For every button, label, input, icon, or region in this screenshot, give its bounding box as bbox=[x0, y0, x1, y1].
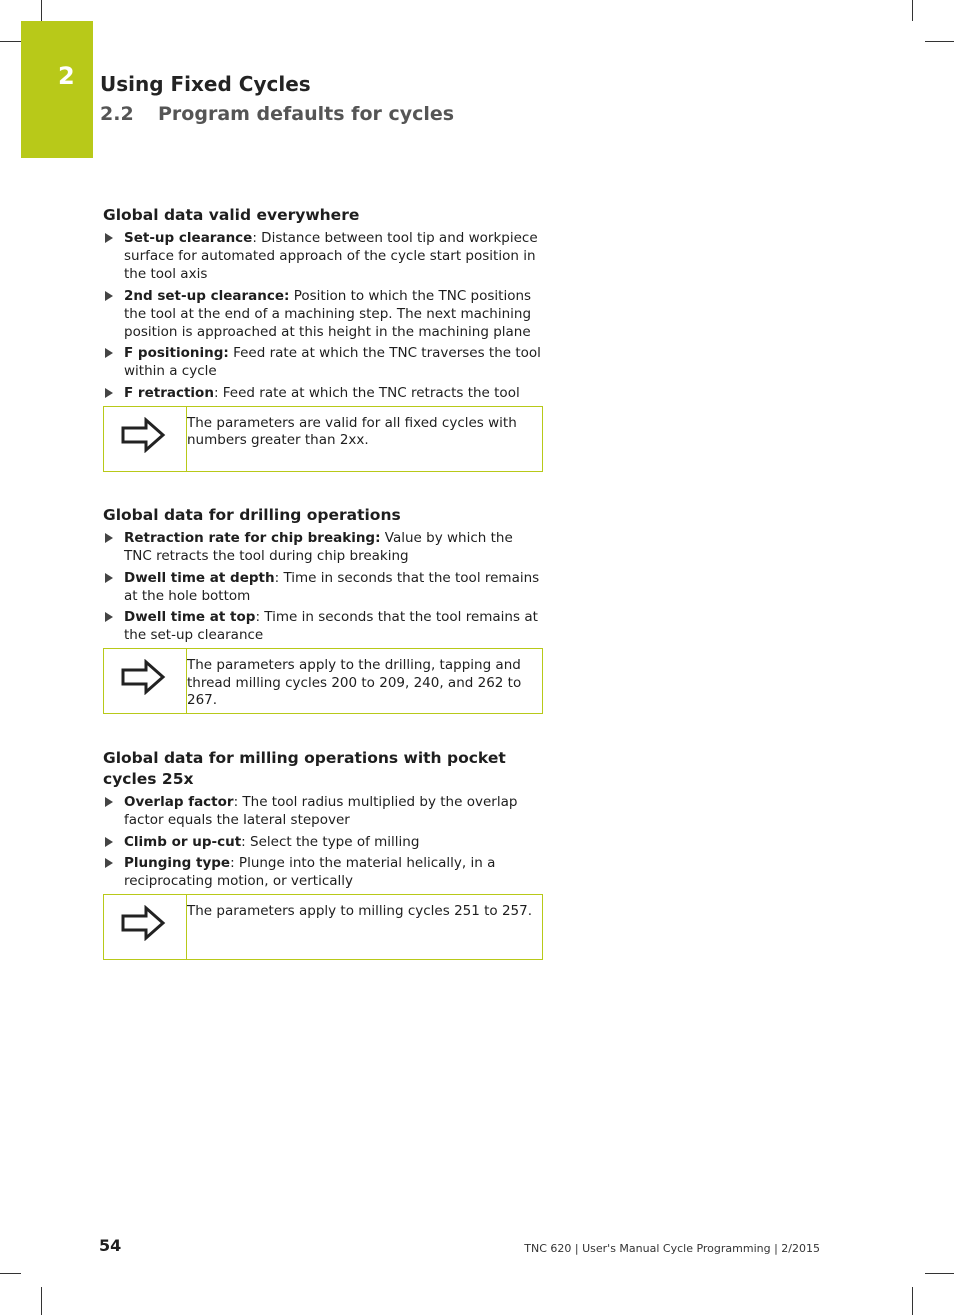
note-box bbox=[103, 894, 543, 960]
list-item bbox=[103, 384, 543, 402]
note-text: The parameters are valid for all fixed cycles with numbers greater than 2xx. bbox=[187, 414, 517, 448]
list-item bbox=[103, 793, 543, 829]
triangle-bullet-icon bbox=[105, 837, 113, 847]
note-text: The parameters apply to the drilling, tapping and thread milling cycles 200 to 209, 240, and 262 to 267. bbox=[187, 657, 522, 708]
term: Dwell time at depth bbox=[124, 569, 275, 586]
description: Position to which the TNC positions the tool at the end of a machining step. The next machining position is approached at this height in the machining plane bbox=[124, 287, 532, 340]
triangle-bullet-icon bbox=[105, 797, 113, 807]
section-heading: Global data valid everywhere bbox=[103, 206, 360, 224]
section-global-drilling bbox=[103, 505, 543, 714]
footer-text: TNC 620 | User's Manual Cycle Programming | 2/2015 bbox=[524, 1242, 820, 1255]
list-item bbox=[103, 287, 543, 341]
description: Value by which the TNC retracts the tool during chip breaking bbox=[124, 530, 513, 564]
parameter-list bbox=[103, 529, 543, 644]
note-box bbox=[103, 406, 543, 472]
description: : Feed rate at which the TNC retracts the tool bbox=[213, 384, 520, 401]
section-heading: Global data for drilling operations bbox=[103, 506, 401, 524]
list-item bbox=[103, 529, 543, 565]
chapter-title: Using Fixed Cycles bbox=[100, 72, 311, 96]
crop-mark bbox=[41, 0, 42, 21]
term: Retraction rate for chip breaking: bbox=[124, 530, 381, 546]
list-item bbox=[103, 344, 543, 380]
section-number: 2.2 bbox=[100, 103, 134, 125]
description: : Plunge into the material helically, in a reciprocating motion, or vertically bbox=[124, 855, 496, 889]
arrow-right-icon bbox=[120, 905, 166, 941]
chapter-number: 2 bbox=[58, 62, 75, 90]
chapter-tab bbox=[21, 21, 93, 158]
triangle-bullet-icon bbox=[105, 233, 113, 243]
triangle-bullet-icon bbox=[105, 612, 113, 622]
page-number: 54 bbox=[99, 1236, 122, 1255]
note-box bbox=[103, 648, 543, 714]
crop-mark bbox=[925, 41, 954, 42]
description: Feed rate at which the TNC traverses the tool within a cycle bbox=[124, 345, 541, 379]
triangle-bullet-icon bbox=[105, 388, 113, 398]
list-item bbox=[103, 229, 543, 283]
crop-mark bbox=[41, 1287, 42, 1315]
description: : Time in seconds that the tool remains at the hole bottom bbox=[124, 569, 540, 604]
term: Climb or up-cut bbox=[124, 833, 242, 850]
arrow-right-icon bbox=[120, 417, 166, 453]
triangle-bullet-icon bbox=[105, 348, 113, 358]
section-global-milling bbox=[103, 748, 543, 960]
section-global-everywhere bbox=[103, 205, 543, 472]
term: Set-up clearance bbox=[124, 230, 253, 246]
parameter-list bbox=[103, 793, 543, 890]
term: F retraction bbox=[124, 384, 214, 401]
description: : The tool radius multiplied by the overlap factor equals the lateral stepover bbox=[124, 794, 518, 828]
triangle-bullet-icon bbox=[105, 858, 113, 868]
term: F positioning: bbox=[124, 345, 229, 361]
list-item bbox=[103, 833, 543, 851]
crop-mark bbox=[0, 1273, 21, 1274]
description: : Time in seconds that the tool remains at the set-up clearance bbox=[124, 609, 538, 643]
crop-mark bbox=[912, 1287, 913, 1315]
arrow-right-icon bbox=[120, 659, 166, 695]
term: Dwell time at top bbox=[124, 609, 256, 625]
triangle-bullet-icon bbox=[105, 533, 113, 543]
term: Overlap factor bbox=[124, 794, 234, 810]
triangle-bullet-icon bbox=[105, 291, 113, 301]
note-text: The parameters apply to milling cycles 251 to 257. bbox=[187, 903, 533, 919]
description: : Distance between tool tip and workpiece surface for automated approach of the cycle start position in the tool axis bbox=[124, 230, 538, 282]
section-title-text: Program defaults for cycles bbox=[158, 103, 455, 125]
list-item bbox=[103, 569, 543, 605]
crop-mark bbox=[925, 1273, 954, 1274]
triangle-bullet-icon bbox=[105, 573, 113, 583]
crop-mark bbox=[912, 0, 913, 21]
description: : Select the type of milling bbox=[241, 833, 420, 850]
section-title bbox=[100, 103, 454, 125]
term: 2nd set-up clearance: bbox=[124, 287, 290, 304]
list-item bbox=[103, 854, 543, 890]
parameter-list bbox=[103, 229, 543, 402]
term: Plunging type bbox=[124, 855, 231, 871]
list-item bbox=[103, 608, 543, 644]
section-heading: Global data for milling operations with pocket cycles 25x bbox=[103, 749, 506, 788]
crop-mark bbox=[0, 41, 21, 42]
